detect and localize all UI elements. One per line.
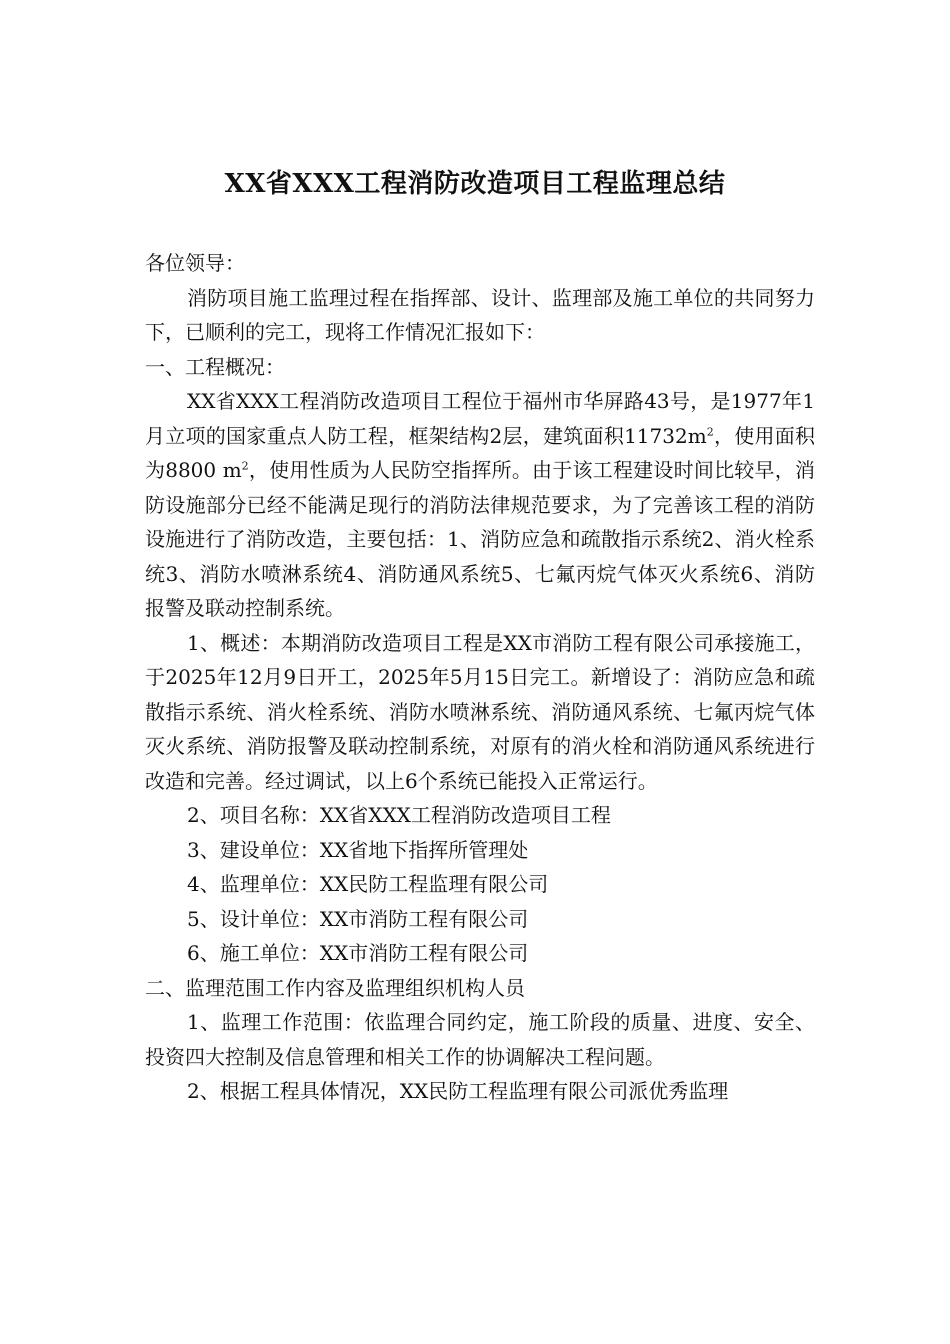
staffing-paragraph: 2、根据工程具体情况，XX民防工程监理有限公司派优秀监理 [187,1079,729,1103]
document-title: XX省XXX工程消防改造项目工程监理总结 [224,169,726,199]
salutation: 各位领导： [145,251,245,275]
overview-text-1: XX省XXX工程消防改造项目工程位于福州市华屏路43号，是1977年1月立项的国家重点人防工程，框架结构2层，建筑面积11732m [145,389,815,448]
contractor-unit-item: 6、施工单位：XX市消防工程有限公司 [187,941,529,965]
design-unit-item: 5、设计单位：XX市消防工程有限公司 [187,906,529,931]
scope-paragraph: 1、监理工作范围：依监理合同约定，施工阶段的质量、进度、安全、投资四大控制及信息管理和相关工作的协调解决工程问题。 [145,1010,815,1069]
construction-unit-item: 3、建设单位：XX省地下指挥所管理处 [187,837,529,862]
overview-text-3: ，使用性质为人民防空指挥所。由于该工程建设时间比较早，消防设施部分已经不能满足现行的消防法律规范要求，为了完善该工程的消防设施进行了消防改造，主要包括：1、消防应急和疏散指示系统2、消火栓系统3、消防水喷淋系统4、消防通风系统5、七氟丙烷气体灭火系统6、消防报警及联动控制系统。 [145,458,815,620]
intro-paragraph: 消防项目施工监理过程在指挥部、设计、监理部及施工单位的共同努力下，已顺利的完工，现将工作情况汇报如下： [145,285,815,344]
summary-paragraph: 1、概述：本期消防改造项目工程是XX市消防工程有限公司承接施工，于2025年12月9日开工，2025年5月15日完工。新增设了：消防应急和疏散指示系统、消火栓系统、消防水喷淋系统、消防通风系统、七氟丙烷气体灭火系统、消防报警及联动控制系统，对原有的消火栓和消防通风系统进行改造和完善。经过调试，以上6个系统已能投入正常运行。 [145,630,815,793]
project-name-item: 2、项目名称：XX省XXX工程消防改造项目工程 [187,803,611,827]
overview-paragraph [145,384,815,626]
section-heading-scope: 二、监理范围工作内容及监理组织机构人员 [145,975,525,1000]
superscript-2: 2 [241,459,249,473]
section-heading-overview: 一、工程概况： [145,354,285,379]
overview-text-2: ，使用面积为8800 m [145,423,816,482]
document-body [145,246,815,1109]
supervision-unit-item: 4、监理单位：XX民防工程监理有限公司 [187,872,549,896]
superscript-2: 2 [706,424,714,438]
